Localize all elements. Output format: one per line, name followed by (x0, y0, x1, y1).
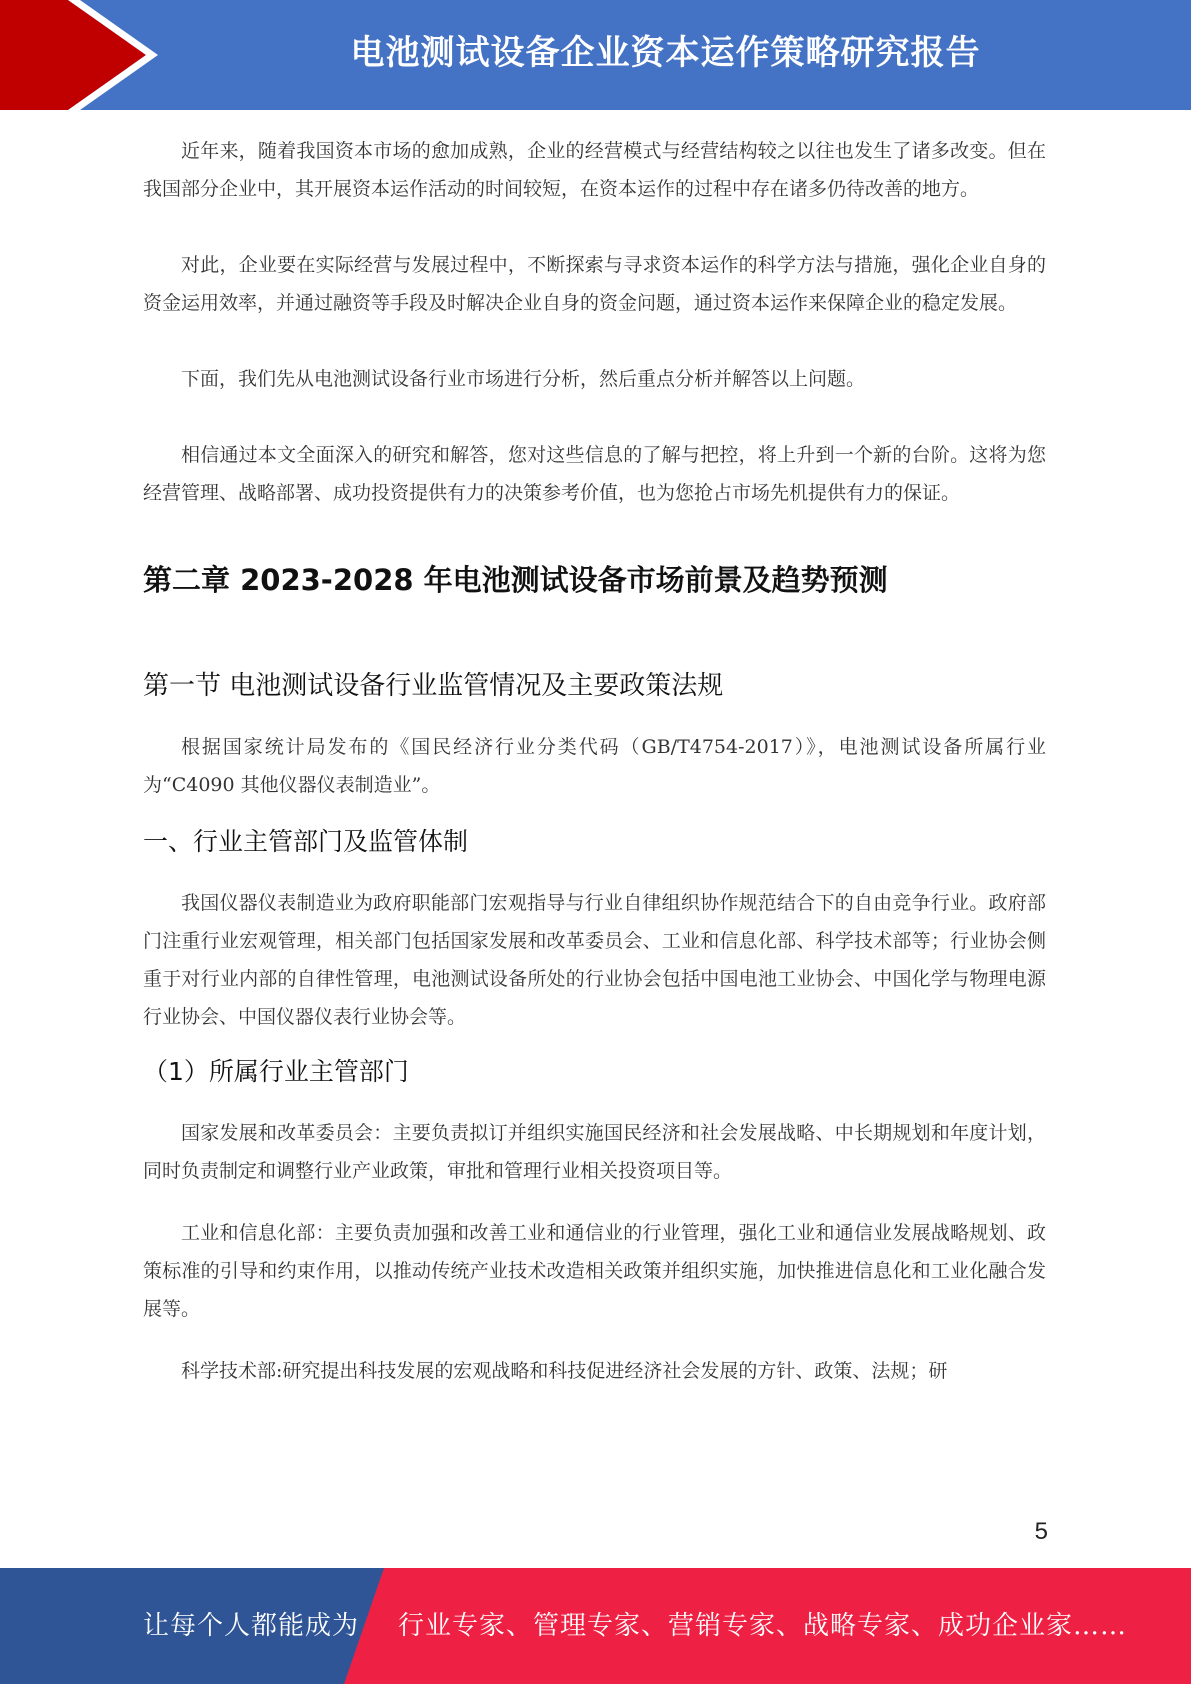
header-banner (0, 0, 1191, 110)
document-body (143, 132, 1046, 1390)
intro-paragraph-1: 近年来，随着我国资本市场的愈加成熟，企业的经营模式与经营结构较之以往也发生了诸多改变。但在我国部分企业中，其开展资本运作活动的时间较短，在资本运作的过程中存在诸多仍待改善的地方。 (143, 140, 1046, 200)
intro-paragraph-2: 对此，企业要在实际经营与发展过程中，不断探索与寻求资本运作的科学方法与措施，强化企业自身的资金运用效率，并通过融资等手段及时解决企业自身的资金问题，通过资本运作来保障企业的稳定发展。 (143, 254, 1046, 314)
item-paragraph-2: 工业和信息化部：主要负责加强和改善工业和通信业的行业管理，强化工业和通信业发展战略规划、政策标准的引导和约束作用，以推动传统产业技术改造相关政策并组织实施，加快推进信息化和工业化融合发展等。 (143, 1222, 1046, 1320)
subsection-paragraph: 我国仪器仪表制造业为政府职能部门宏观指导与行业自律组织协作规范结合下的自由竞争行业。政府部门注重行业宏观管理，相关部门包括国家发展和改革委员会、工业和信息化部、科学技术部等；行业协会侧重于对行业内部的自律性管理，电池测试设备所处的行业协会包括中国电池工业协会、中国化学与物理电源行业协会、中国仪器仪表行业协会等。 (143, 892, 1046, 1028)
item-heading: （1）所属行业主管部门 (143, 1057, 409, 1086)
section-heading: 第一节 电池测试设备行业监管情况及主要政策法规 (143, 671, 724, 701)
item-paragraph-1: 国家发展和改革委员会：主要负责拟订并组织实施国民经济和社会发展战略、中长期规划和年度计划，同时负责制定和调整行业产业政策，审批和管理行业相关投资项目等。 (143, 1122, 1046, 1182)
intro-paragraph-3: 下面，我们先从电池测试设备行业市场进行分析，然后重点分析并解答以上问题。 (181, 368, 866, 390)
footer-slogan-right: 行业专家、管理专家、营销专家、战略专家、成功企业家…… (398, 1611, 1128, 1641)
item-paragraph-3: 科学技术部:研究提出科技发展的宏观战略和科技促进经济社会发展的方针、政策、法规；研 (181, 1360, 948, 1382)
chapter-heading: 第二章 2023-2028 年电池测试设备市场前景及趋势预测 (143, 563, 888, 597)
page-number: 5 (1034, 1518, 1048, 1545)
footer-banner (0, 1568, 1191, 1684)
header-chevron-decoration (0, 0, 160, 110)
report-title: 电池测试设备企业资本运作策略研究报告 (350, 33, 981, 73)
footer-slogan-left: 让每个人都能成为 (143, 1611, 360, 1641)
subsection-heading: 一、行业主管部门及监管体制 (143, 827, 469, 856)
intro-paragraph-4: 相信通过本文全面深入的研究和解答，您对这些信息的了解与把控，将上升到一个新的台阶。这将为您经营管理、战略部署、成功投资提供有力的决策参考价值，也为您抢占市场先机提供有力的保证。 (143, 444, 1046, 504)
section-paragraph: 根据国家统计局发布的《国民经济行业分类代码（GB/T4754-2017）》，电池测试设备所属行业为“C4090 其他仪器仪表制造业”。 (143, 736, 1046, 796)
